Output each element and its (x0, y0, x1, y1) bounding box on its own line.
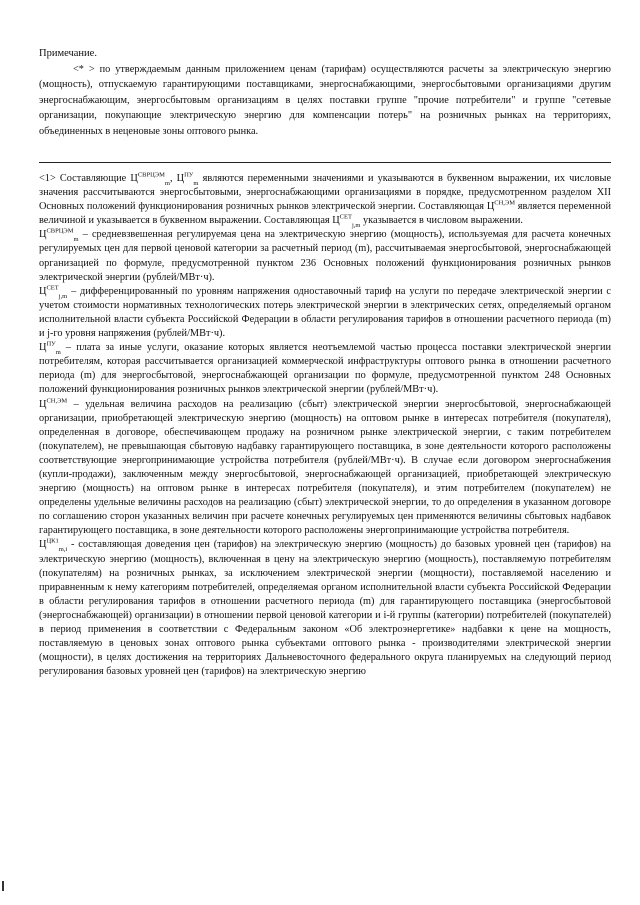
footnotes-block (39, 172, 611, 679)
note-paragraph: <* > по утверждаемым данным приложением ценам (тарифам) осуществляются расчеты за электрическую энергию (мощность), отпускаемую гарантирующими поставщиками, энергоснабжающими, энергосбытовыми организациями другим энергоснабжающим, энергосбытовым организациям в целях поставки группе "прочие потребители" и группе "сетевые организации, покупающие электрическую энергию для компенсации потерь" на розничных рынках на территориях, объединенных в неценовые зоны оптового рынка. (39, 64, 611, 137)
symbol-tsm-svrtsem: $Ц^{СВРЦЭМ}_m$ (130, 171, 170, 188)
symbol-tsm-svrtsem: $Ц^{СВРЦЭМ}_m$ (39, 227, 79, 244)
definition-set (39, 285, 611, 341)
footnote-1: <1> Составляющие $Ц^{СВРЦЭМ}_m$, $Ц^{ПУ}_m$ являются переменными значениями и указываются в буквенном выражении, их числовые значения рассчитываются энергосбытовыми, энергоснабжающими организациями в порядке, предусмотренном разделом XII Основных положений функционирования розничных рынков электрической энергии. Составляющая $Ц^{СН,ЭМ}$ является переменной величиной и указывается в буквенном выражении. Составляющая $Ц^{СЕТ}_{j,m}$ указывается в числовом выражении. (39, 171, 612, 230)
definition-pu (39, 341, 611, 397)
symbol-ts-snem: $Ц^{СН,ЭМ}$ (486, 199, 515, 213)
footnote-1-part-c: является переменной величиной и указывается в буквенном выражении. Составляющая (39, 201, 612, 227)
symbol-ts-snem: $Ц^{СН,ЭМ}$ (39, 397, 68, 410)
definition-set-text: – дифференцированный по уровням напряжения одноставочный тариф на услуги по передаче электрической энергии с учетом стоимости нормативных технологических потерь электрической энергии в электрических сетях, определяемый органом исполнительной власти субъекта Российской Федерации в области регулирования тарифов в отношении расчетного периода (m) и j-го уровня напряжения (рублей/МВт·ч). (39, 285, 611, 340)
footnote-separator (39, 162, 611, 163)
definition-svrtsem (39, 228, 611, 284)
definition-snem-text: – удельная величина расходов на реализацию (сбыт) электрической энергии энергосбытовой, энергоснабжающей организации, приобретающей электрическую энергию (мощность) на оптовом рынке в интересах потребителя (покупателя), определенная в договоре, обеспечивающем продажу на розничном рынке электрической энергии, с таким потребителем (покупателем), не превышающая сбытовую надбавку гарантирующего поставщика, в зоне деятельности которого расположены соответствующие энергопринимающие устройства потребителя (рублей/МВт·ч). В случае если договором энергоснабжения (купли-продажи), заключенным между энергосбытовой, энергоснабжающей организацией, приобретающей электрическую энергию (мощность) на оптовом рынке в интересах потребителя (покупателя), и этим потребителем (покупателем) не определены удельные величины расходов на реализацию (сбыт) электрической энергии, то до определения в указанном договоре по соглашению сторон указанных величин при расчете конечных регулируемых цен применяются величины сбытовых надбавок гарантирующего поставщика, в зоне деятельности которого расположены энергопринимающие устройства потребителя. (39, 398, 611, 537)
note-block (39, 62, 611, 139)
definition-pu-text: – плата за иные услуги, оказание которых является неотъемлемой частью процесса поставки электрической энергии потребителям, которая рассчитывается организацией коммерческой инфраструктуры оптового рынка в отношении расчетного периода (m) для энергосбытовой, энергоснабжающей организации по формуле, предусмотренной пунктом 248 Основных положений функционирования розничных рынков электрической энергии (рублей/МВт·ч). (39, 342, 611, 396)
symbol-tsm-pu: $Ц^{ПУ}_m$ (39, 340, 61, 357)
symbol-tsjm-set: $Ц^{СЕТ}_{j,m}$ (332, 213, 361, 230)
definition-snem (39, 398, 611, 539)
margin-mark (2, 881, 4, 891)
symbol-tsmi-tsk1: $Ц^{ЦК1}_{m,i}$ (39, 538, 68, 554)
note-title: Примечание. (39, 48, 97, 59)
footnote-1-part-a: <1> Составляющие (39, 173, 127, 184)
definition-tsk1-text: - составляющая доведения цен (тарифов) на электрическую энергию (мощность) до базовых уровней цен (тарифов) на электрическую энергию (мощность), включенная в цену на электрическую энергию (мощность), поставляемую потребителям (покупателям) на розничных рынках, за исключением электрической энергии (мощности), поставляемой населению и приравненным к нему категориям потребителей, определяемая органом исполнительной власти субъекта Российской Федерации в области регулирования тарифов в отношении расчетного периода (m) для гарантирующего поставщика (энергосбытовой (энергоснабжающей) организации) в отношении первой ценовой категории и i-й группы (категории) потребителей (покупателей) в период применения в соответствии с Федеральным законом «Об электроэнергетике» надбавки к цене на мощность, поставляемую в ценовых зонах оптового рынка субъектами оптового рынка - производителями электрической энергии (мощности), в целях достижения на территориях Дальневосточного федерального округа планируемых на следующий период регулирования базовых уровней цен (тарифов) на электрическую энергию (39, 539, 611, 678)
footnote-1-part-d: указывается в числовом выражении. (363, 215, 523, 227)
definition-tsk1 (39, 538, 611, 679)
definition-svrtsem-text: – средневзвешенная регулируемая цена на электрическую энергию (мощность), используемая для расчета конечных регулируемых цен для первой ценовой категории за расчетный период (m), рассчитываемая энергосбытовой, энергоснабжающей организацией по формуле, предусмотренной пунктом 236 Основных положений функционирования розничных рынков электрической энергии (рублей/МВт·ч). (39, 229, 611, 283)
symbol-tsm-pu: $Ц^{ПУ}_m$ (176, 171, 199, 188)
footnote-1-part-b: являются переменными значениями и указываются в буквенном выражении, их числовые значения рассчитываются энергосбытовыми, энергоснабжающими организациями в порядке, предусмотренном разделом XII Основных положений функционирования розничных рынков электрической энергии. Составляющая (39, 173, 612, 213)
symbol-tsjm-set: $Ц^{СЕТ}_{j,m}$ (39, 284, 68, 300)
